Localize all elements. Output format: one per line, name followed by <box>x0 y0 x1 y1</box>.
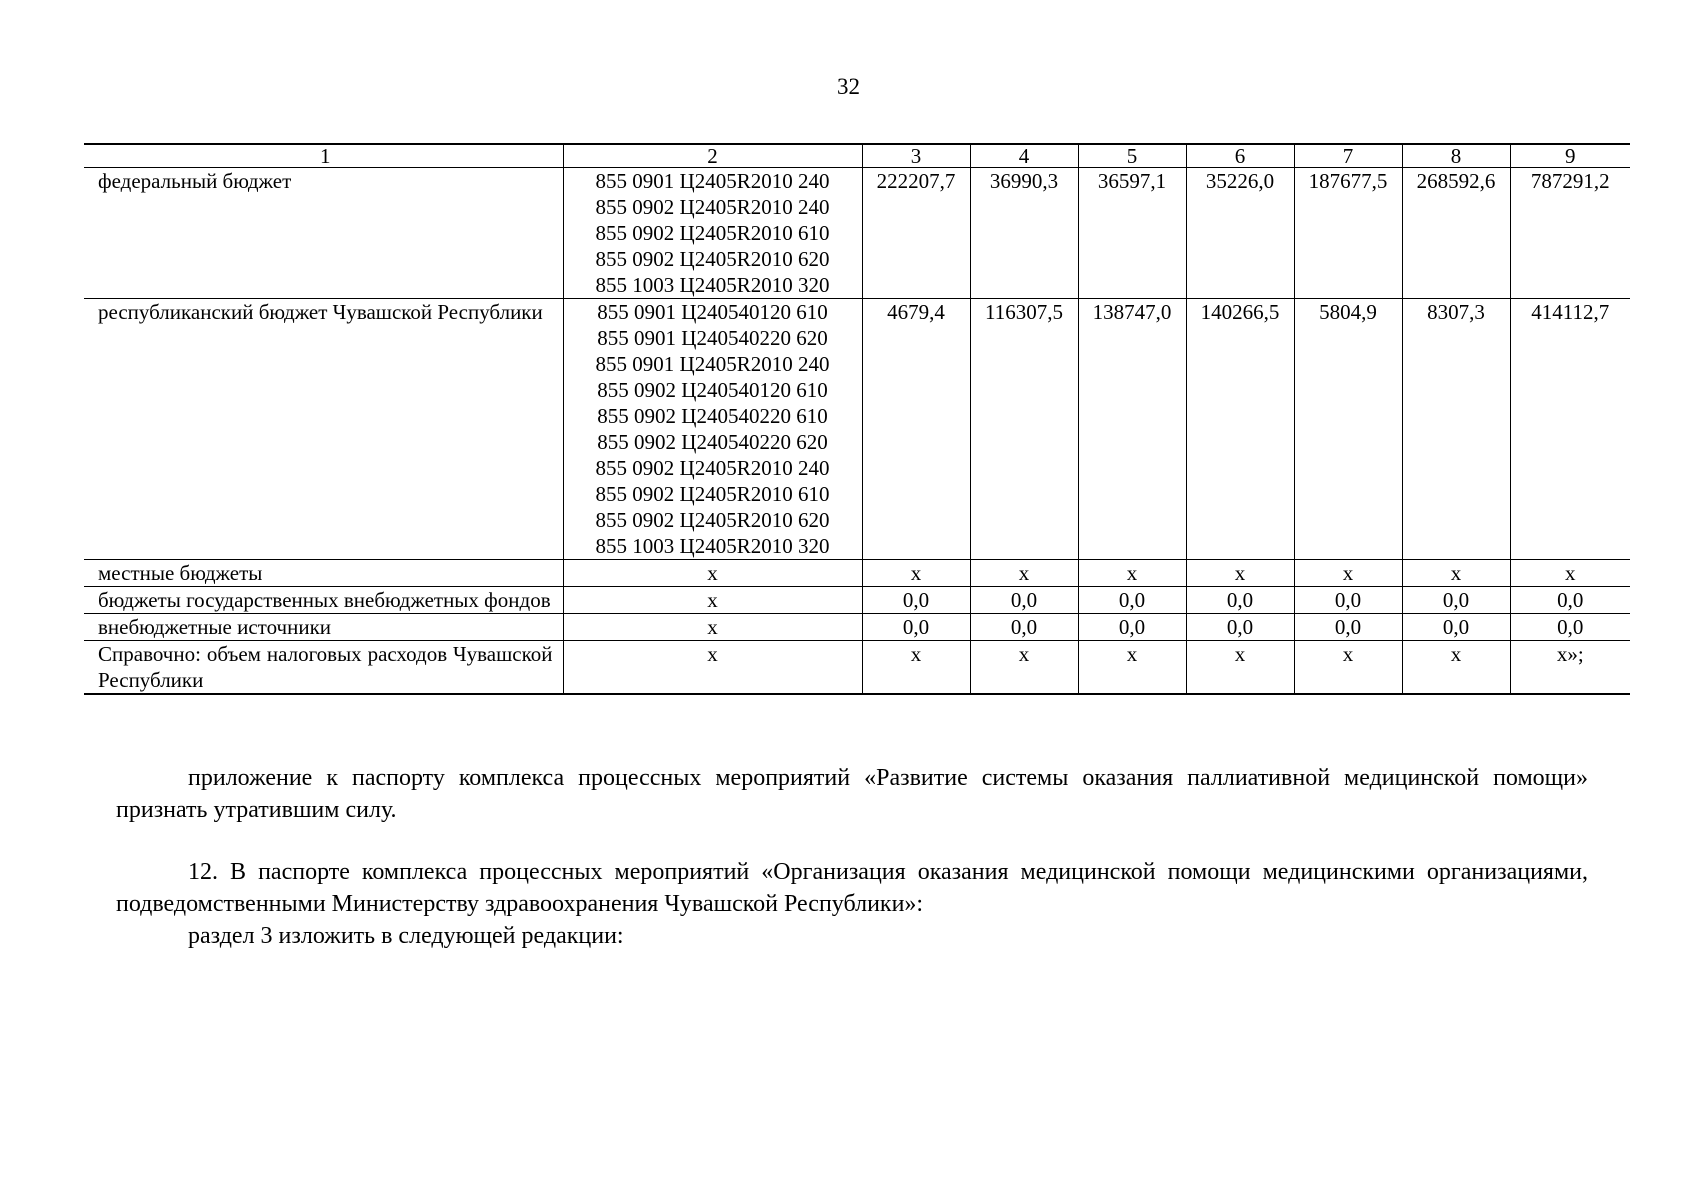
value-cell: х <box>1078 560 1186 587</box>
budget-code: 855 0902 Ц2405R2010 610 <box>595 482 830 506</box>
body-text-section-1 <box>116 762 1588 826</box>
page-number: 32 <box>837 74 860 99</box>
paragraph: раздел 3 изложить в следующей редакции: <box>188 923 624 949</box>
column-header: 4 <box>970 144 1078 168</box>
value-cell: х <box>1402 560 1510 587</box>
table-header-row <box>84 144 1630 168</box>
value-cell: 0,0 <box>862 587 970 614</box>
value-cell: 0,0 <box>1294 614 1402 641</box>
table-row <box>84 614 1630 641</box>
table-row <box>84 587 1630 614</box>
budget-code: 855 0902 Ц240540220 620 <box>597 430 828 454</box>
column-header: 7 <box>1294 144 1402 168</box>
value-cell: 222207,7 <box>862 168 970 299</box>
budget-code: 855 0901 Ц240540120 610 <box>597 300 828 324</box>
paragraph: 12. В паспорте комплекса процессных мероприятий «Организация оказания медицинской помощи медицинскими организациями, подведомственными Министерству здравоохранения Чувашской Республики»: <box>116 859 1588 917</box>
value-cell: х <box>862 641 970 695</box>
column-header: 3 <box>862 144 970 168</box>
value-cell: 187677,5 <box>1294 168 1402 299</box>
budget-code: 855 0902 Ц2405R2010 620 <box>595 247 830 271</box>
budget-code: 855 0902 Ц2405R2010 240 <box>595 195 830 219</box>
table-row <box>84 641 1630 695</box>
value-cell: 0,0 <box>970 587 1078 614</box>
value-cell: 0,0 <box>1402 587 1510 614</box>
column-header: 1 <box>84 144 563 168</box>
row-label: местные бюджеты <box>84 560 563 587</box>
value-cell: 268592,6 <box>1402 168 1510 299</box>
value-cell: 0,0 <box>1186 614 1294 641</box>
budget-code: 855 1003 Ц2405R2010 320 <box>595 534 830 558</box>
value-cell: 0,0 <box>862 614 970 641</box>
budget-code: 855 0902 Ц2405R2010 610 <box>595 221 830 245</box>
budget-codes: х <box>563 614 862 641</box>
value-cell: 0,0 <box>1510 587 1630 614</box>
body-text-section-2 <box>116 856 1588 952</box>
table-row <box>84 560 1630 587</box>
value-cell: х <box>1078 641 1186 695</box>
paragraph: приложение к паспорту комплекса процессных мероприятий «Развитие системы оказания паллиативной медицинской помощи» признать утратившим силу. <box>116 765 1588 823</box>
value-cell: х <box>1402 641 1510 695</box>
value-cell: 414112,7 <box>1510 299 1630 560</box>
value-cell: 35226,0 <box>1186 168 1294 299</box>
value-cell: х <box>970 641 1078 695</box>
value-cell: 0,0 <box>1186 587 1294 614</box>
value-cell: 0,0 <box>1078 587 1186 614</box>
value-cell: 138747,0 <box>1078 299 1186 560</box>
column-header: 9 <box>1510 144 1630 168</box>
value-cell: х <box>970 560 1078 587</box>
value-cell: 140266,5 <box>1186 299 1294 560</box>
budget-code: 855 0902 Ц240540220 610 <box>597 404 828 428</box>
budget-code: 855 0902 Ц2405R2010 620 <box>595 508 830 532</box>
value-cell: 0,0 <box>1402 614 1510 641</box>
budget-code: 855 0901 Ц240540220 620 <box>597 326 828 350</box>
row-label: бюджеты государственных внебюджетных фондов <box>84 587 563 614</box>
column-header: 5 <box>1078 144 1186 168</box>
budget-codes: х <box>563 587 862 614</box>
value-cell: 36597,1 <box>1078 168 1186 299</box>
value-cell: 4679,4 <box>862 299 970 560</box>
value-cell: 8307,3 <box>1402 299 1510 560</box>
value-cell: 0,0 <box>1078 614 1186 641</box>
budget-codes <box>563 299 862 560</box>
value-cell: 116307,5 <box>970 299 1078 560</box>
value-cell: 787291,2 <box>1510 168 1630 299</box>
budget-code: 855 0901 Ц2405R2010 240 <box>595 352 830 376</box>
value-cell: х <box>1186 641 1294 695</box>
budget-code: 855 0901 Ц2405R2010 240 <box>595 169 830 193</box>
budget-table <box>84 143 1630 695</box>
row-label: федеральный бюджет <box>84 168 563 299</box>
row-label: внебюджетные источники <box>84 614 563 641</box>
value-cell: 0,0 <box>970 614 1078 641</box>
value-cell: 36990,3 <box>970 168 1078 299</box>
value-cell: х <box>1186 560 1294 587</box>
value-cell: 0,0 <box>1294 587 1402 614</box>
table-row <box>84 299 1630 560</box>
budget-code: 855 1003 Ц2405R2010 320 <box>595 273 830 297</box>
row-label: республиканский бюджет Чувашской Республики <box>84 299 563 560</box>
budget-code: 855 0902 Ц2405R2010 240 <box>595 456 830 480</box>
budget-codes: х <box>563 641 862 695</box>
value-cell: х <box>1294 641 1402 695</box>
value-cell: х <box>1510 560 1630 587</box>
value-cell: 0,0 <box>1510 614 1630 641</box>
budget-code: 855 0902 Ц240540120 610 <box>597 378 828 402</box>
row-label: Справочно: объем налоговых расходов Чувашской Республики <box>84 641 563 695</box>
value-cell: 5804,9 <box>1294 299 1402 560</box>
column-header: 6 <box>1186 144 1294 168</box>
value-cell: х <box>862 560 970 587</box>
value-cell: х <box>1294 560 1402 587</box>
table-row <box>84 168 1630 299</box>
column-header: 2 <box>563 144 862 168</box>
value-cell: х»; <box>1510 641 1630 695</box>
budget-codes <box>563 168 862 299</box>
column-header: 8 <box>1402 144 1510 168</box>
budget-codes: х <box>563 560 862 587</box>
